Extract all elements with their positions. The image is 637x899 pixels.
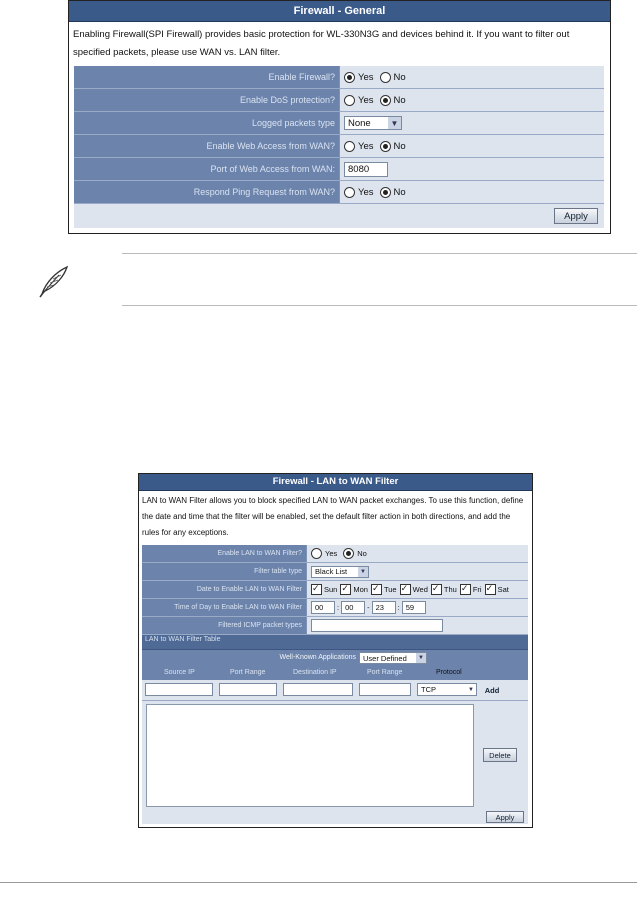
ping-value [340, 181, 604, 203]
day-wed-checkbox[interactable]: ✓ Wed [400, 584, 428, 595]
footer-rule [0, 882, 637, 883]
filter-type-selected: Black List [315, 567, 348, 576]
chevron-down-icon: ▼ [388, 117, 401, 129]
filter-description: LAN to WAN Filter allows you to block specified LAN to WAN packet exchanges. To use this function, define the date and time that the filter will be enabled, set the default filter action in both directions, and add the rules for any exceptions. [142, 496, 524, 537]
col-source-ip: Source IP [164, 669, 195, 676]
filter-enable-label: Enable LAN to WAN Filter? [142, 545, 306, 562]
row-well-known-apps [142, 650, 528, 667]
web-port-label: Port of Web Access from WAN: [74, 158, 339, 180]
web-port-input[interactable]: 8080 [344, 162, 388, 177]
enable-dos-yes-radio[interactable]: Yes [344, 95, 374, 106]
filter-apply-row [142, 810, 528, 824]
firewall-general-panel [68, 0, 611, 234]
well-known-apps-label: Well-Known Applications [279, 654, 356, 661]
note-bottom-rule [122, 305, 637, 306]
time-to-hour-input[interactable]: 23 [372, 601, 396, 614]
apply-row [74, 204, 604, 228]
destination-ip-input[interactable] [283, 683, 353, 696]
enable-dos-no-radio[interactable]: No [380, 95, 406, 106]
filter-type-label: Filter table type [142, 563, 306, 580]
enable-dos-label: Enable DoS protection? [74, 89, 339, 111]
row-enable-dos [74, 89, 604, 112]
well-known-apps-selected: User Defined [363, 653, 407, 663]
web-access-label: Enable Web Access from WAN? [74, 135, 339, 157]
destination-port-range-input[interactable] [359, 683, 411, 696]
row-web-port [74, 158, 604, 181]
filter-apply-button[interactable]: Apply [486, 811, 524, 823]
ping-yes-radio[interactable]: Yes [344, 187, 374, 198]
source-ip-input[interactable] [145, 683, 213, 696]
delete-rule-button[interactable]: Delete [483, 748, 517, 762]
row-filter-enable [142, 545, 528, 563]
ping-label: Respond Ping Request from WAN? [74, 181, 339, 203]
row-web-access [74, 135, 604, 158]
filter-table-title: LAN to WAN Filter Table [145, 636, 221, 643]
protocol-selected: TCP [421, 685, 436, 694]
source-port-range-input[interactable] [219, 683, 277, 696]
filter-panel-title: Firewall - LAN to WAN Filter [139, 474, 532, 491]
filter-enable-value [307, 545, 528, 562]
filter-enable-no-radio[interactable]: No [343, 548, 367, 559]
feather-pen-icon [34, 262, 72, 300]
ping-no-radio[interactable]: No [380, 187, 406, 198]
row-filter-icmp [142, 617, 528, 635]
enable-firewall-no-radio[interactable]: No [380, 72, 406, 83]
add-rule-button[interactable]: Add [482, 684, 502, 696]
filter-rules-list[interactable] [146, 704, 474, 807]
logged-packets-value [340, 112, 604, 134]
web-access-no-radio[interactable]: No [380, 141, 406, 152]
time-to-minute-input[interactable]: 59 [402, 601, 426, 614]
web-access-value [340, 135, 604, 157]
filter-settings-table [142, 545, 528, 824]
well-known-apps-select[interactable] [359, 652, 427, 664]
row-filter-type [142, 563, 528, 581]
day-sat-checkbox[interactable]: ✓ Sat [485, 584, 509, 595]
chevron-down-icon: ▼ [466, 685, 476, 695]
filter-list-row [142, 701, 528, 810]
filter-icmp-label: Filtered ICMP packet types [142, 617, 306, 634]
filter-date-value [307, 581, 528, 598]
filter-icmp-value [307, 617, 528, 634]
col-protocol: Protocol [436, 669, 462, 676]
chevron-down-icon: ▼ [358, 567, 368, 577]
filter-enable-yes-radio[interactable]: Yes [311, 548, 337, 559]
chevron-down-icon: ▼ [416, 653, 426, 663]
row-filter-time [142, 599, 528, 617]
enable-dos-value [340, 89, 604, 111]
col-port-range-1: Port Range [230, 669, 266, 676]
row-ping [74, 181, 604, 204]
enable-firewall-value [340, 66, 604, 88]
logged-packets-selected: None [348, 117, 371, 129]
apply-button[interactable]: Apply [554, 208, 598, 224]
web-port-value [340, 158, 604, 180]
note-top-rule [122, 253, 637, 254]
row-logged-packets [74, 112, 604, 135]
col-port-range-2: Port Range [367, 669, 403, 676]
panel-title: Firewall - General [69, 1, 610, 22]
col-destination-ip: Destination IP [293, 669, 337, 676]
filter-type-value [307, 563, 528, 580]
filter-date-label: Date to Enable LAN to WAN Filter [142, 581, 306, 598]
time-from-hour-input[interactable]: 00 [311, 601, 335, 614]
web-access-yes-radio[interactable]: Yes [344, 141, 374, 152]
time-from-minute-input[interactable]: 00 [341, 601, 365, 614]
filter-time-value: 00 : 00 - 23 : 59 [307, 599, 528, 616]
logged-packets-label: Logged packets type [74, 112, 339, 134]
filter-time-label: Time of Day to Enable LAN to WAN Filter [142, 599, 306, 616]
lan-to-wan-filter-panel [138, 473, 533, 828]
row-filter-date [142, 581, 528, 599]
icmp-types-input[interactable] [311, 619, 443, 632]
filter-column-headers [142, 667, 528, 680]
filter-table-header [142, 635, 528, 650]
enable-firewall-yes-radio[interactable]: Yes [344, 72, 374, 83]
row-enable-firewall [74, 66, 604, 89]
settings-table [74, 66, 604, 228]
filter-type-select[interactable] [311, 566, 369, 578]
filter-input-row [142, 680, 528, 701]
logged-packets-select[interactable] [344, 116, 402, 130]
day-tue-checkbox[interactable]: ✓ Tue [371, 584, 397, 595]
panel-description: Enabling Firewall(SPI Firewall) provides basic protection for WL-330N3G and devices behind it. If you want to filter out specified packets, please use WAN vs. LAN filter. [73, 29, 570, 58]
day-sun-checkbox[interactable]: ✓ Sun [311, 584, 337, 595]
day-thu-checkbox[interactable]: ✓ Thu [431, 584, 457, 595]
day-fri-checkbox[interactable]: ✓ Fri [460, 584, 482, 595]
enable-firewall-label: Enable Firewall? [74, 66, 339, 88]
protocol-select[interactable] [417, 683, 477, 696]
day-mon-checkbox[interactable]: ✓ Mon [340, 584, 368, 595]
